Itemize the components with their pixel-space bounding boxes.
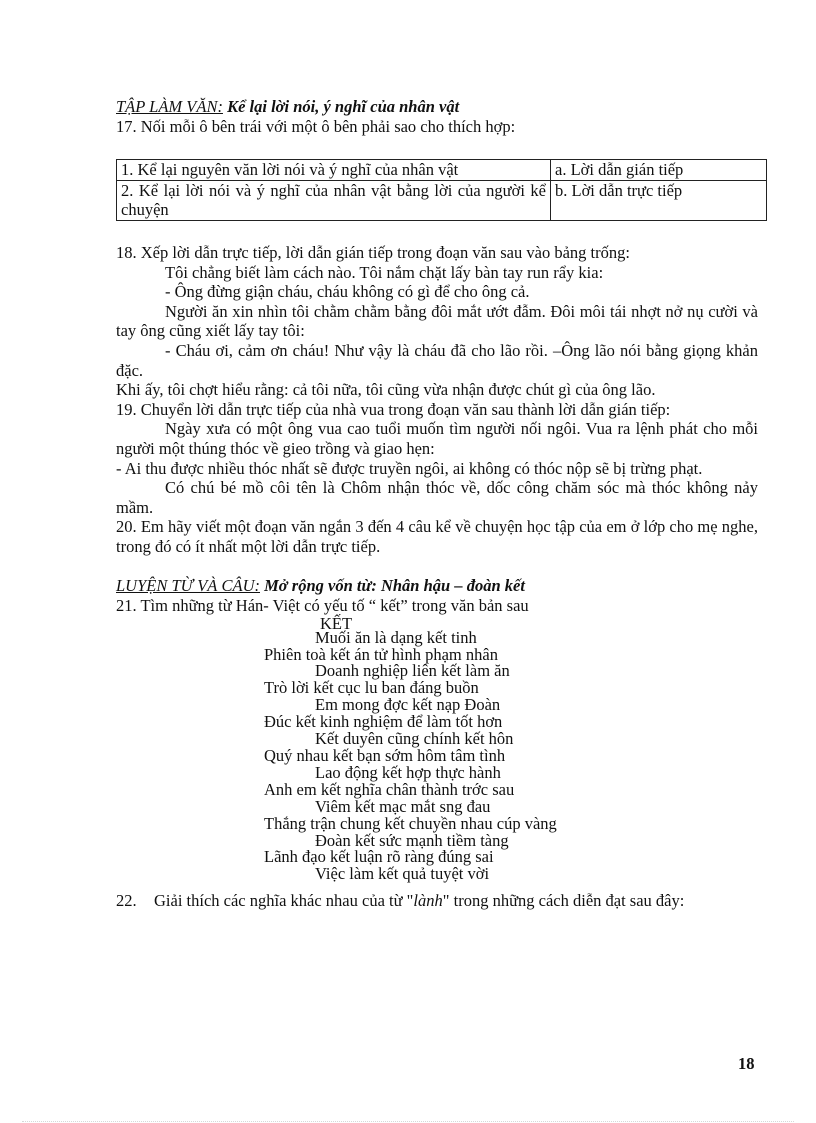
poem-line: Viêm kết mạc mắt sng đau [315, 796, 491, 816]
passage-paragraph: Có chú bé mồ côi tên là Chôm nhận thóc về, dốc công chăm sóc mà thóc không nảy mầm. [116, 478, 758, 517]
passage-paragraph: Người ăn xin nhìn tôi chằm chằm bằng đôi mắt ướt đẫm. Đôi môi tái nhợt nở nụ cười và tay ông cũng xiết lấy tay tôi: [116, 301, 758, 341]
poem-line: Muối ăn là dạng kết tinh [315, 627, 477, 647]
footer-divider [22, 1121, 794, 1122]
passage-paragraph: - Cháu ơi, cảm ơn cháu! Như vậy là cháu đã cho lão rồi. –Ông lão nói bằng giọng khản đặc. [116, 340, 758, 380]
section-heading-luyen-tu-va-cau [116, 576, 758, 596]
highlighted-word: lành [413, 891, 443, 911]
section-title: Kể lại lời nói, ý nghĩ của nhân vật [227, 97, 460, 116]
poem-line: Doanh nghiệp liên kết làm ăn [315, 661, 510, 681]
poem-line: Em mong đợc kết nạp Đoàn [315, 695, 501, 715]
question-20: 20. Em hãy viết một đoạn văn ngắn 3 đến 4 câu kể về chuyện học tập của em ở lớp cho mẹ nghe, trong đó có ít nhất một lời dẫn trực tiếp. [116, 517, 758, 556]
passage-paragraph: Tôi chẳng biết làm cách nào. Tôi nắm chặt lấy bàn tay run rẩy kia: [165, 262, 604, 282]
question-text-part: " trong những cách diễn đạt sau đây: [442, 891, 685, 911]
section-title: Mở rộng vốn từ: Nhân hậu – đoàn kết [264, 576, 525, 596]
table-row [117, 180, 767, 220]
question-22 [116, 891, 758, 911]
poem-line: Lao động kết hợp thực hành [315, 762, 501, 782]
question-number: 22. [116, 891, 137, 911]
spacer [116, 221, 758, 243]
section-heading-tap-lam-van [116, 97, 758, 117]
poem-line: Việc làm kết quả tuyệt vời [315, 864, 490, 884]
table-cell-right: a. Lời dẫn gián tiếp [551, 160, 767, 181]
passage-paragraph: - Ông đừng giận cháu, cháu không có gì để cho ông cả. [165, 282, 530, 302]
poem-line: Đúc kết kinh nghiệm để làm tốt hơn [264, 712, 503, 732]
page-number: 18 [738, 1054, 755, 1073]
question-17: 17. Nối mỗi ô bên trái với một ô bên phải sao cho thích hợp: [116, 116, 516, 136]
poem-line: Phiên toà kết án tử hình phạm nhân [264, 644, 498, 664]
section-category: LUYỆN TỪ VÀ CÂU: [116, 576, 260, 596]
question-text-part: Giải thích các nghĩa khác nhau của từ " [154, 891, 414, 911]
question-18: 18. Xếp lời dẫn trực tiếp, lời dẫn gián tiếp trong đoạn văn sau vào bảng trống: [116, 242, 630, 262]
poem-line: Quý nhau kết bạn sớm hôm tâm tình [264, 746, 506, 765]
matching-table [116, 159, 767, 221]
question-text [154, 891, 758, 911]
passage-paragraph: Ngày xưa có một ông vua cao tuổi muốn tìm người nối ngôi. Vua ra lệnh phát cho mỗi người một thúng thóc về gieo trồng và giao hẹn: [116, 419, 758, 458]
poem [116, 613, 758, 884]
poem-line: Lãnh đạo kết luận rõ ràng đúng sai [264, 847, 494, 867]
page-content [116, 97, 758, 911]
poem-title: KẾT [319, 613, 353, 633]
table-cell-right: b. Lời dẫn trực tiếp [551, 180, 767, 220]
question-19: 19. Chuyển lời dẫn trực tiếp của nhà vua trong đoạn văn sau thành lời dẫn gián tiếp: [116, 399, 671, 419]
poem-line: Đoàn kết sức mạnh tiềm tàng [315, 830, 509, 850]
poem-line: Anh em kết nghĩa chân thành trớc sau [264, 779, 515, 799]
poem-line: Kết duyên cũng chính kết hôn [315, 729, 514, 749]
table-cell-left: 1. Kể lại nguyên văn lời nói và ý nghĩ của nhân vật [117, 160, 551, 181]
table-row [117, 160, 767, 181]
poem-line: Thắng trận chung kết chuyền nhau cúp vàng [264, 813, 557, 833]
poem-line: Trò lời kết cục lu ban đáng buồn [264, 678, 479, 698]
section-category: TẬP LÀM VĂN: [116, 97, 223, 116]
passage-paragraph: Khi ấy, tôi chợt hiểu rằng: cả tôi nữa, tôi cũng vừa nhận được chút gì của ông lão. [116, 380, 656, 400]
question-21: 21. Tìm những từ Hán- Việt có yếu tố “ kết” trong văn bản sau [116, 596, 529, 616]
spacer [116, 556, 758, 576]
table-cell-left: 2. Kể lại lời nói và ý nghĩ của nhân vật bằng lời của người kể chuyện [117, 180, 551, 220]
passage-paragraph: - Ai thu được nhiều thóc nhất sẽ được truyền ngôi, ai không có thóc nộp sẽ bị trừng phạt. [116, 458, 703, 478]
